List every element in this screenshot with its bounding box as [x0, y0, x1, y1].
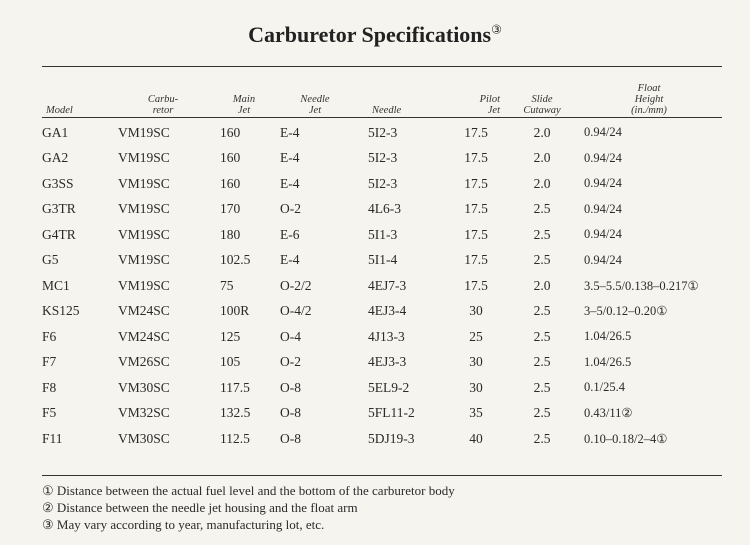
cell-slide-cutaway: 2.0: [533, 124, 551, 140]
cell-float-height: 0.94/24: [584, 201, 622, 216]
cell-model: KS125: [42, 303, 80, 319]
cell-carburetor: VM19SC: [118, 201, 170, 217]
cell-float-height: 0.94/24: [584, 227, 622, 242]
table-row: [42, 120, 722, 146]
cell-needle-jet: O-2: [280, 201, 301, 217]
cell-float-height: 1.04/26.5: [584, 329, 632, 344]
cell-float-height: 0.94/24: [584, 150, 622, 165]
cell-slide-cutaway: 2.5: [533, 328, 551, 344]
cell-needle-jet: O-2/2: [280, 277, 312, 293]
cell-model: G5: [42, 252, 59, 268]
cell-needle-jet: O-8: [280, 379, 301, 395]
footnote-2: ② Distance between the needle jet housing and the float arm: [42, 500, 358, 515]
cell-pilot-jet: 17.5: [464, 201, 488, 217]
cell-needle-jet: E-6: [280, 226, 300, 242]
cell-float-height: 3–5/0.12–0.20①: [584, 304, 668, 319]
cell-carburetor: VM19SC: [118, 124, 170, 140]
cell-model: G3SS: [42, 175, 74, 191]
cell-needle: 5I2-3: [368, 150, 398, 166]
cell-model: F6: [42, 328, 57, 344]
table-row: [42, 171, 722, 197]
cell-needle: 4EJ3-3: [368, 354, 407, 370]
table-row: [42, 222, 722, 248]
cell-needle-jet: O-2: [280, 354, 301, 370]
cell-pilot-jet: 17.5: [464, 150, 488, 166]
cell-slide-cutaway: 2.5: [533, 379, 551, 395]
title-text: Carburetor Specifications: [248, 22, 492, 47]
cell-needle-jet: O-8: [280, 430, 301, 446]
top-rule: [42, 66, 722, 67]
cell-needle-jet: O-8: [280, 405, 301, 421]
cell-carburetor: VM19SC: [118, 226, 170, 242]
footnotes: [42, 482, 722, 533]
table-row: [42, 197, 722, 223]
cell-slide-cutaway: 2.5: [533, 252, 551, 268]
cell-needle-jet: E-4: [280, 175, 300, 191]
header-model: Model: [46, 105, 73, 116]
cell-model: GA2: [42, 150, 69, 166]
cell-main-jet: 160: [220, 175, 241, 191]
cell-needle: 5I2-3: [368, 175, 398, 191]
cell-pilot-jet: 25: [469, 328, 483, 344]
title-footnote-mark: ③: [491, 22, 502, 37]
cell-needle: 4EJ3-4: [368, 303, 407, 319]
cell-carburetor: VM30SC: [118, 430, 170, 446]
header-slide-cutaway: Slide Cutaway: [523, 94, 561, 116]
cell-model: F8: [42, 379, 57, 395]
cell-needle: 5EL9-2: [368, 379, 410, 395]
cell-float-height: 0.43/11②: [584, 406, 633, 421]
cell-model: GA1: [42, 124, 69, 140]
header-needle-jet: Needle Jet: [300, 94, 330, 116]
cell-slide-cutaway: 2.5: [533, 405, 551, 421]
cell-needle: 5I1-3: [368, 226, 398, 242]
cell-pilot-jet: 30: [469, 379, 483, 395]
cell-pilot-jet: 17.5: [464, 226, 488, 242]
table-row: [42, 324, 722, 350]
cell-slide-cutaway: 2.5: [533, 430, 551, 446]
cell-slide-cutaway: 2.5: [533, 201, 551, 217]
cell-main-jet: 160: [220, 150, 241, 166]
cell-model: F11: [42, 430, 63, 446]
cell-carburetor: VM26SC: [118, 354, 170, 370]
cell-needle: 4J13-3: [368, 328, 405, 344]
cell-carburetor: VM19SC: [118, 252, 170, 268]
cell-carburetor: VM24SC: [118, 328, 170, 344]
table-row: [42, 299, 722, 325]
cell-float-height: 1.04/26.5: [584, 354, 632, 369]
cell-needle-jet: E-4: [280, 150, 300, 166]
cell-carburetor: VM19SC: [118, 150, 170, 166]
cell-main-jet: 180: [220, 226, 241, 242]
cell-main-jet: 117.5: [220, 379, 250, 395]
cell-pilot-jet: 30: [469, 303, 483, 319]
table-row: [42, 375, 722, 401]
cell-model: G3TR: [42, 201, 76, 217]
cell-slide-cutaway: 2.0: [533, 277, 551, 293]
cell-model: G4TR: [42, 226, 76, 242]
table-row: [42, 273, 722, 299]
page-title: [0, 22, 750, 48]
cell-needle: 5DJ19-3: [368, 430, 415, 446]
cell-main-jet: 100R: [220, 303, 250, 319]
header-carburetor: Carbu- retor: [147, 94, 179, 116]
cell-main-jet: 102.5: [220, 252, 251, 268]
cell-needle: 5I1-4: [368, 252, 398, 268]
footnote-1: ① Distance between the actual fuel level and the bottom of the carburetor body: [42, 483, 455, 498]
cell-float-height: 0.1/25.4: [584, 380, 625, 395]
header-needle: Needle: [372, 105, 402, 116]
header-main-jet: Main Jet: [232, 94, 256, 116]
table-row: [42, 401, 722, 427]
cell-needle: 4EJ7-3: [368, 277, 407, 293]
cell-carburetor: VM30SC: [118, 379, 170, 395]
cell-needle: 4L6-3: [368, 201, 401, 217]
cell-float-height: 0.10–0.18/2–4①: [584, 431, 668, 446]
cell-pilot-jet: 17.5: [464, 175, 488, 191]
cell-carburetor: VM19SC: [118, 175, 170, 191]
cell-main-jet: 105: [220, 354, 241, 370]
cell-slide-cutaway: 2.5: [533, 226, 551, 242]
cell-carburetor: VM19SC: [118, 277, 170, 293]
cell-float-height: 0.94/24: [584, 176, 622, 191]
cell-float-height: 0.94/24: [584, 252, 622, 267]
cell-needle-jet: E-4: [280, 124, 300, 140]
cell-main-jet: 160: [220, 124, 241, 140]
cell-slide-cutaway: 2.0: [533, 150, 551, 166]
cell-main-jet: 125: [220, 328, 241, 344]
cell-pilot-jet: 35: [469, 405, 483, 421]
cell-needle-jet: E-4: [280, 252, 300, 268]
table-row: [42, 350, 722, 376]
cell-slide-cutaway: 2.5: [533, 354, 551, 370]
cell-slide-cutaway: 2.0: [533, 175, 551, 191]
cell-carburetor: VM32SC: [118, 405, 170, 421]
cell-needle: 5I2-3: [368, 124, 398, 140]
cell-model: F5: [42, 405, 57, 421]
cell-float-height: 3.5–5.5/0.138–0.217①: [584, 278, 699, 293]
table-header-row: [42, 70, 722, 120]
table-row: [42, 426, 722, 452]
cell-main-jet: 75: [220, 277, 234, 293]
cell-model: F7: [42, 354, 57, 370]
cell-pilot-jet: 17.5: [464, 252, 488, 268]
cell-main-jet: 112.5: [220, 430, 250, 446]
bottom-rule: [42, 475, 722, 476]
header-float-height: Float Height (in./mm): [631, 83, 667, 116]
cell-slide-cutaway: 2.5: [533, 303, 551, 319]
cell-needle: 5FL11-2: [368, 405, 415, 421]
cell-model: MC1: [42, 277, 70, 293]
table-row: [42, 248, 722, 274]
cell-float-height: 0.94/24: [584, 125, 622, 140]
cell-needle-jet: O-4: [280, 328, 301, 344]
header-pilot-jet: Pilot Jet: [479, 94, 500, 116]
footnote-3: ③ May vary according to year, manufacturing lot, etc.: [42, 517, 325, 532]
cell-pilot-jet: 17.5: [464, 124, 488, 140]
cell-needle-jet: O-4/2: [280, 303, 312, 319]
cell-pilot-jet: 30: [469, 354, 483, 370]
cell-carburetor: VM24SC: [118, 303, 170, 319]
specifications-table: [42, 70, 722, 452]
cell-pilot-jet: 40: [469, 430, 483, 446]
cell-main-jet: 132.5: [220, 405, 251, 421]
cell-main-jet: 170: [220, 201, 241, 217]
table-row: [42, 146, 722, 172]
cell-pilot-jet: 17.5: [464, 277, 488, 293]
